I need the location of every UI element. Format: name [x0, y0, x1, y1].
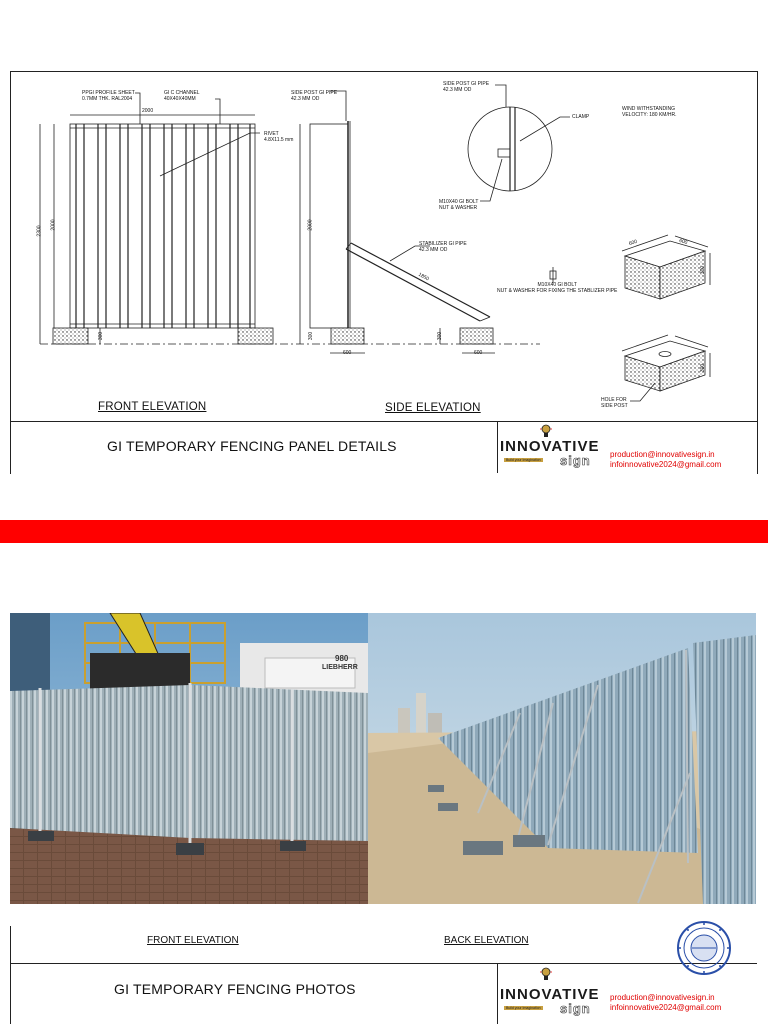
logo-tagline: Build your Imagination — [506, 458, 541, 462]
label-c-channel-line2: 40X40X40MM — [164, 96, 196, 102]
label-ppgi-sheet — [82, 90, 135, 102]
label-bolt-stabilizer-line2: NUT & WASHER FOR FIXING THE STABLIZER PIPE — [497, 288, 618, 294]
photos-frame-left — [10, 926, 11, 1024]
drawing-title-divider — [10, 421, 757, 422]
dim-base-stabilizer: 600 — [474, 350, 483, 356]
logo-tagline-bottom: Build your Imagination — [506, 1006, 541, 1010]
photo-back-elevation — [368, 613, 756, 904]
dim-block-stabilizer: 300 — [437, 331, 444, 341]
contact-email-info[interactable]: infoinnovative2024@gmail.com — [610, 460, 722, 469]
dim-height-panel: 2000 — [50, 219, 57, 231]
label-c-channel-line1: GI C CHANNEL — [164, 90, 200, 96]
fence-photo-back — [368, 613, 756, 904]
drawing-logo-divider — [497, 421, 498, 473]
label-hole — [601, 397, 628, 409]
label-bolt-line1: M10X40 GI BOLT — [439, 199, 479, 205]
label-ppgi-sheet-line1: PPGI PROFILE SHEET — [82, 90, 135, 96]
label-bolt-stabilizer — [497, 282, 617, 294]
logo-word-bottom: INNOVATIVE — [500, 986, 600, 1003]
label-rivet-line1: RIVET — [264, 131, 279, 137]
contact-email-production-bottom[interactable]: production@innovativesign.in — [610, 993, 715, 1002]
label-side-post-line2: 42.3 MM OD — [291, 96, 320, 102]
dim-block-front: 300 — [98, 331, 105, 341]
contact-block-bottom — [610, 993, 721, 1013]
contact-email-info-bottom[interactable]: infoinnovative2024@gmail.com — [610, 1003, 722, 1012]
photos-back-elevation-label: BACK ELEVATION — [444, 935, 529, 946]
label-stabilizer-line1: STABILIZER GI PIPE — [419, 241, 467, 247]
label-hole-line2: SIDE POST — [601, 403, 628, 409]
label-stabilizer-line2: 42.3 MM OD — [419, 247, 448, 253]
label-hole-line1: HOLE FOR — [601, 397, 627, 403]
innovative-sign-logo-bottom — [500, 966, 608, 1022]
innovative-sign-logo — [500, 423, 608, 471]
dim-height-side: 2000 — [307, 219, 314, 231]
dim-height-total: 2300 — [36, 225, 43, 237]
logo-bulb-icon — [540, 423, 552, 439]
contact-email-production[interactable]: production@innovativesign.in — [610, 450, 715, 459]
logo-sign-bottom: sign — [560, 1001, 591, 1016]
label-c-channel — [164, 90, 200, 102]
label-bolt — [439, 199, 478, 211]
label-detail-post-line2: 42.3 MM OD — [443, 87, 472, 93]
crane-model-text: 980 — [335, 654, 349, 663]
label-detail-post — [443, 81, 489, 93]
label-stabilizer — [419, 241, 467, 253]
label-bolt-line2: NUT & WASHER — [439, 205, 478, 211]
company-stamp — [676, 920, 732, 976]
drawing-side-elevation-label: SIDE ELEVATION — [385, 402, 481, 414]
label-rivet — [264, 131, 293, 143]
drawing-title: GI TEMPORARY FENCING PANEL DETAILS — [107, 438, 397, 454]
dim-block-iso1-a: 600 — [628, 238, 639, 248]
fence-photo-front — [10, 613, 368, 904]
contact-block-top — [610, 450, 721, 470]
label-wind — [622, 106, 676, 118]
label-wind-line2: VELOCITY: 180 KM/HR. — [622, 112, 677, 118]
crane-brand-text: LIEBHERR — [322, 664, 358, 671]
red-divider-band — [0, 520, 768, 543]
dim-stabilizer: 1850 — [417, 271, 430, 283]
logo-sign: sign — [560, 453, 591, 468]
dim-block-side: 300 — [308, 331, 315, 341]
dim-base-side: 600 — [343, 350, 352, 356]
photos-title-divider — [10, 963, 757, 964]
photos-front-elevation-label: FRONT ELEVATION — [147, 935, 239, 946]
photo-front-elevation — [10, 613, 368, 904]
label-side-post — [291, 90, 337, 102]
logo-bulb-icon-bottom — [540, 966, 552, 982]
dim-block-iso2-d: 300 — [700, 363, 707, 373]
fencing-drawing — [10, 71, 756, 421]
label-wind-line1: WIND WITHSTANDING — [622, 106, 675, 112]
drawing-front-elevation-label: FRONT ELEVATION — [98, 401, 207, 413]
label-side-post-line1: SIDE POST GI PIPE — [291, 90, 338, 96]
dim-block-iso1-c: 300 — [700, 265, 707, 275]
dim-block-iso1-b: 600 — [678, 237, 689, 247]
label-bolt-stabilizer-line1: M10X40 GI BOLT — [537, 282, 577, 288]
photos-logo-divider — [497, 963, 498, 1024]
logo-word: INNOVATIVE — [500, 438, 600, 455]
label-detail-post-line1: SIDE POST GI PIPE — [443, 81, 490, 87]
dim-width: 2000 — [142, 108, 154, 114]
label-clamp: CLAMP — [572, 114, 590, 120]
photos-title: GI TEMPORARY FENCING PHOTOS — [114, 981, 356, 997]
label-ppgi-sheet-line2: 0.7MM THK. RAL2004 — [82, 96, 133, 102]
label-rivet-line2: 4.8X11.5 mm — [264, 137, 294, 143]
